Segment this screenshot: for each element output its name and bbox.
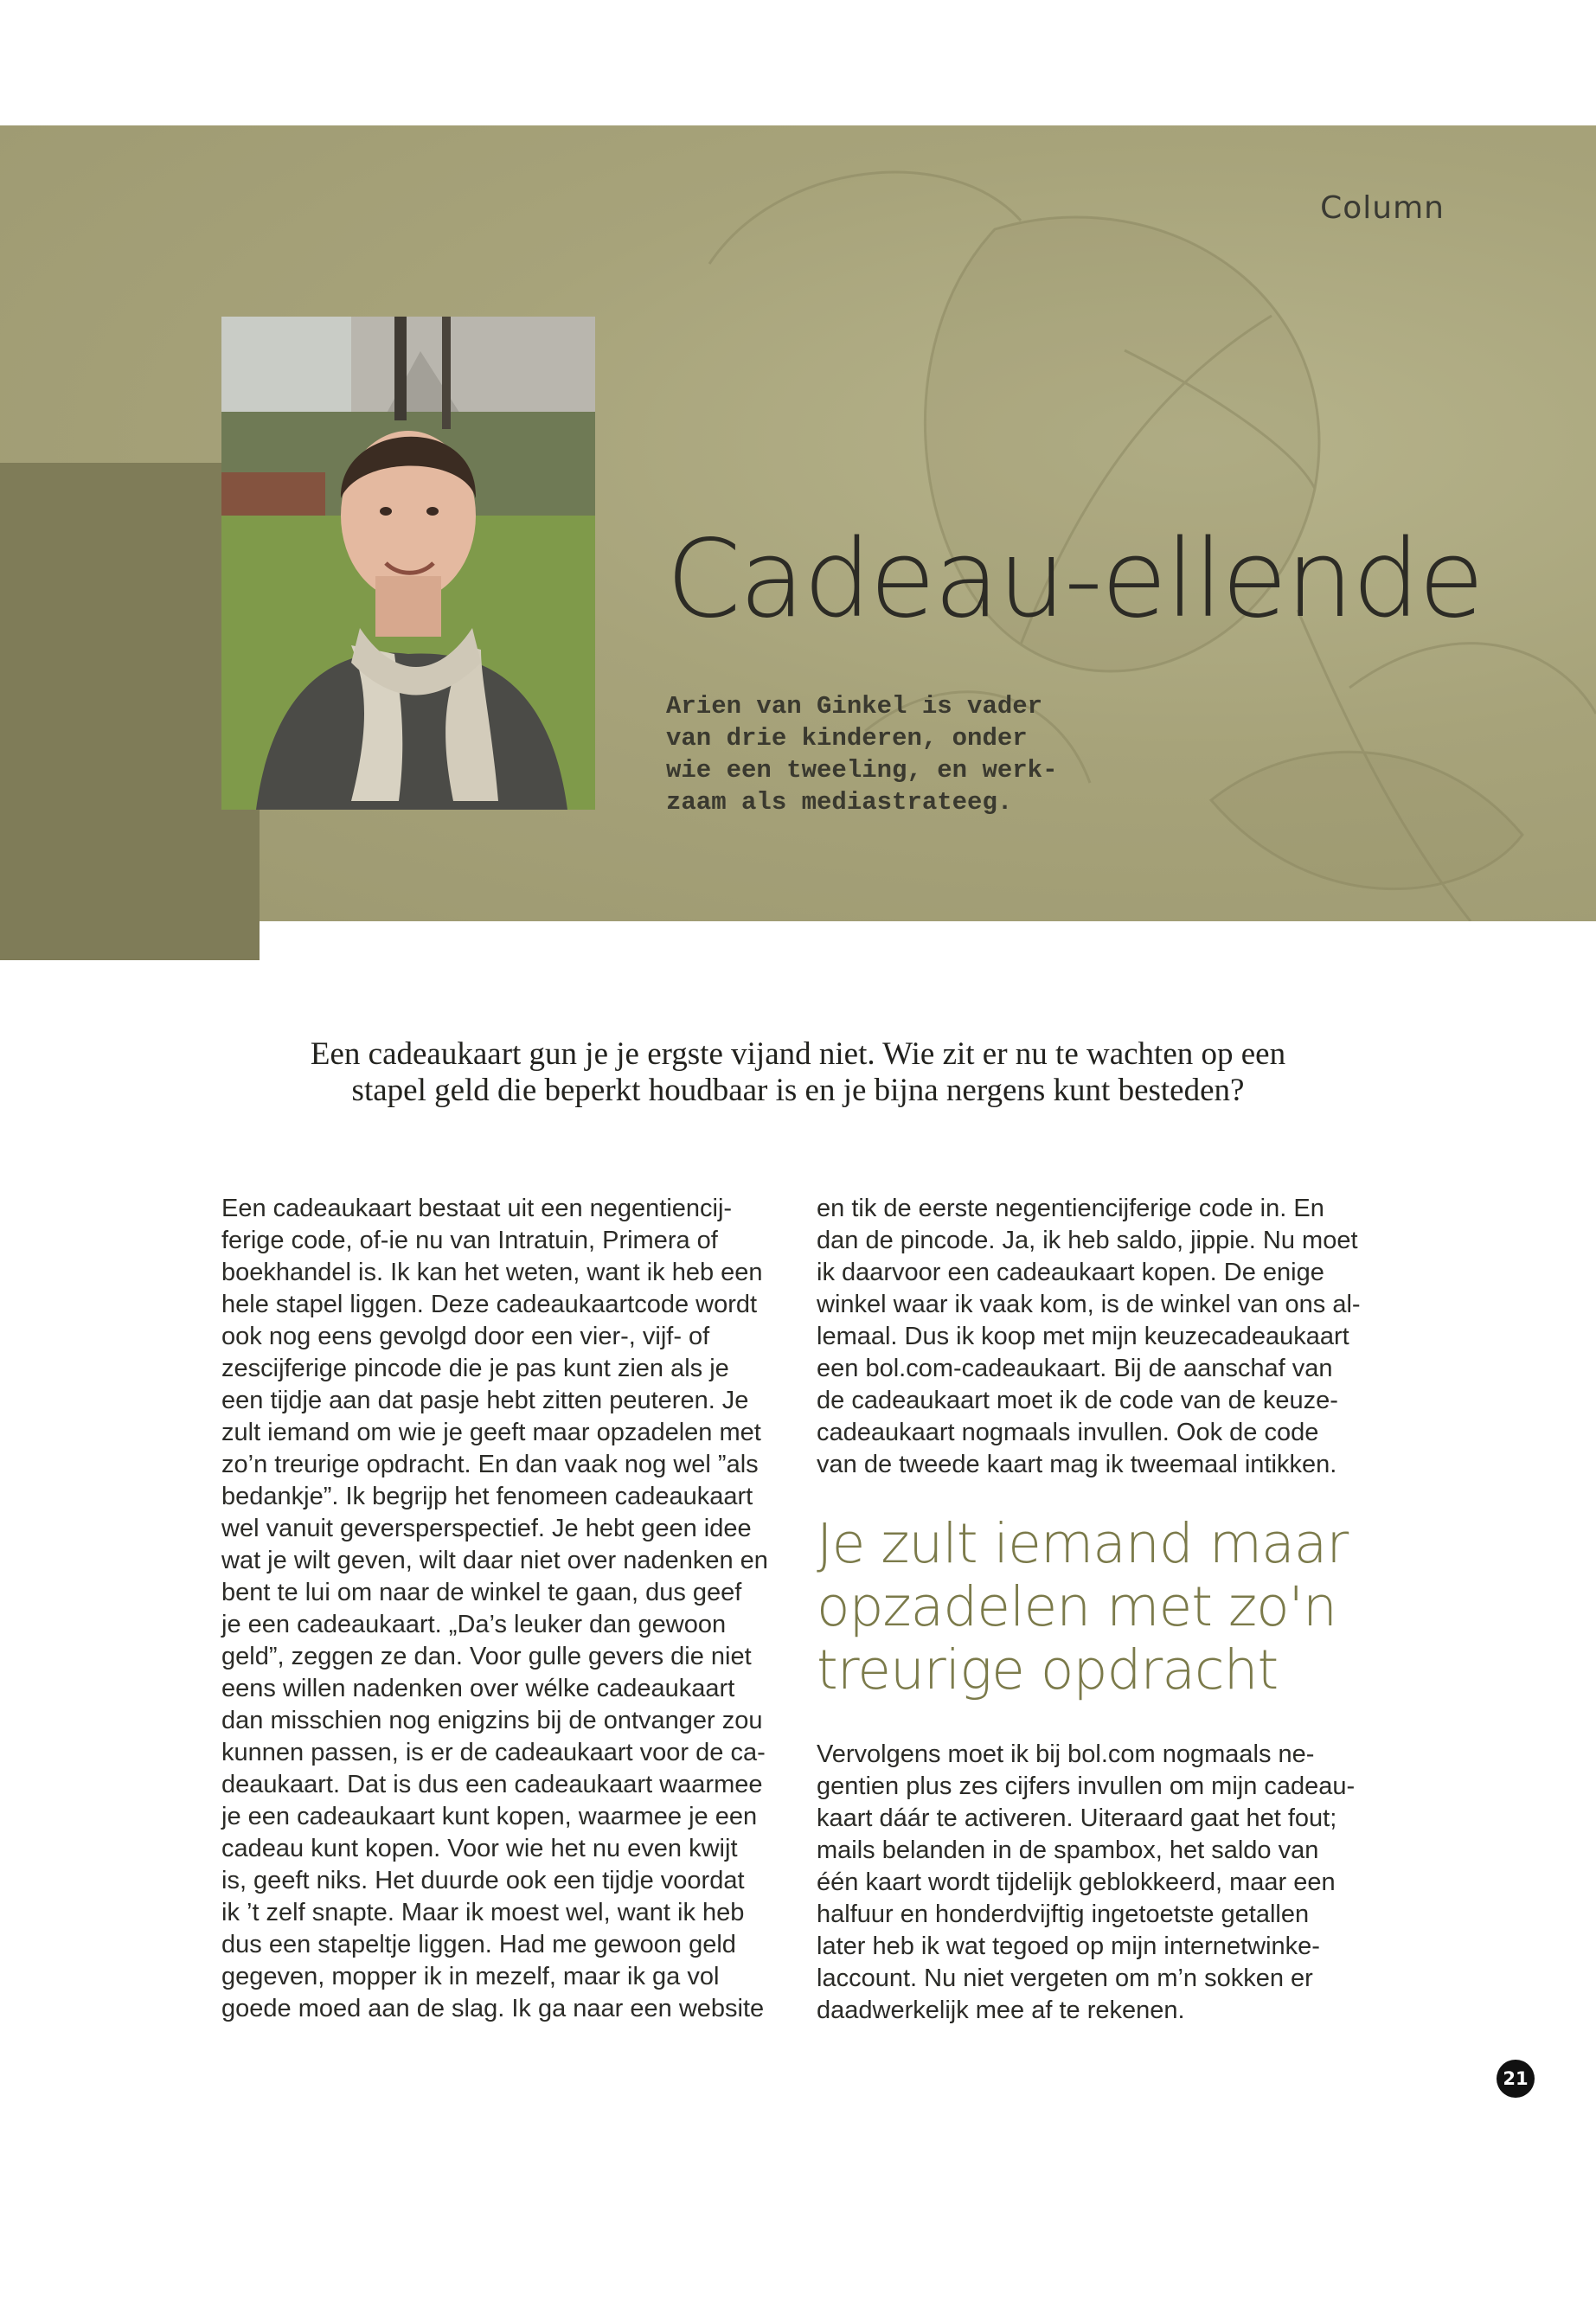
body-line: later heb ik wat tegoed op mijn internetwinke- (817, 1932, 1320, 1960)
body-line: laccount. Nu niet vergeten om m’n sokken er (817, 1965, 1313, 1992)
byline-line: zaam als mediastrateeg. (666, 788, 1013, 817)
pull-quote-line: treurige opdracht (817, 1638, 1279, 1702)
body-line: hele stapel liggen. Deze cadeaukaartcode wordt (221, 1291, 758, 1318)
accent-block (0, 463, 260, 960)
body-column-left (221, 1193, 792, 2025)
body-line: cadeaukaart nogmaals invullen. Ook de code (817, 1419, 1319, 1446)
lead-line: Een cadeaukaart gun je je ergste vijand niet. Wie zit er nu te wachten op een (310, 1036, 1286, 1072)
body-line: je een cadeaukaart kunt kopen, waarmee je een (221, 1803, 758, 1830)
body-line: en tik de eerste negentiencijferige code in. En (817, 1195, 1324, 1222)
body-line: zescijferige pincode die je pas kunt zien als je (221, 1355, 729, 1382)
body-line: bent te lui om naar de winkel te gaan, dus geef (221, 1579, 742, 1606)
body-line: zo’n treurige opdracht. En dan vaak nog wel ”als (221, 1451, 759, 1478)
body-line: mails belanden in de spambox, het saldo van (817, 1836, 1319, 1864)
body-line: is, geeft niks. Het duurde ook een tijdje voordat (221, 1867, 745, 1894)
body-line: eens willen nadenken over wélke cadeaukaart (221, 1675, 735, 1702)
author-photo-illustration (221, 317, 595, 810)
article-title: Cadeau-ellende (666, 517, 1483, 642)
page-number: 21 (1497, 2060, 1535, 2098)
lead-paragraph (173, 1036, 1423, 1109)
body-line: een tijdje aan dat pasje hebt zitten peuteren. Je (221, 1387, 749, 1414)
body-line: boekhandel is. Ik kan het weten, want ik heb een (221, 1259, 763, 1286)
body-line: zult iemand om wie je geeft maar opzadelen met (221, 1419, 761, 1446)
author-byline (666, 690, 1151, 818)
body-line: deaukaart. Dat is dus een cadeaukaart waarmee (221, 1771, 763, 1798)
body-line: van de tweede kaart mag ik tweemaal intikken. (817, 1451, 1337, 1478)
body-line: ferige code, of-ie nu van Intratuin, Primera of (221, 1227, 718, 1254)
body-line: halfuur en honderdvijftig ingetoetste getallen (817, 1900, 1310, 1928)
byline-line: van drie kinderen, onder (666, 724, 1028, 753)
body-line: ook nog eens gevolgd door een vier-, vijf- of (221, 1323, 710, 1350)
body-line: ik ’t zelf snapte. Maar ik moest wel, want ik heb (221, 1899, 745, 1926)
body-line: dus een stapeltje liggen. Had me gewoon geld (221, 1931, 736, 1958)
body-line: kaart dáár te activeren. Uiteraard gaat het fout; (817, 1804, 1337, 1832)
body-line: goede moed aan de slag. Ik ga naar een website (221, 1995, 765, 2022)
body-line: daadwerkelijk mee af te rekenen. (817, 1997, 1185, 2024)
body-line: geld”, zeggen ze dan. Voor gulle gevers die niet (221, 1643, 752, 1670)
body-line: één kaart wordt tijdelijk geblokkeerd, maar een (817, 1868, 1336, 1896)
lead-line: stapel geld die beperkt houdbaar is en je bijna nergens kunt besteden? (351, 1073, 1245, 1108)
body-line: je een cadeaukaart. „Da’s leuker dan gewoon (221, 1611, 727, 1638)
body-line: winkel waar ik vaak kom, is de winkel van ons al- (817, 1291, 1361, 1318)
pull-quote (817, 1512, 1379, 1702)
section-label: Column (1320, 190, 1445, 226)
body-column-right-top (817, 1193, 1379, 1481)
body-line: wel vanuit geversperspectief. Je hebt geen idee (221, 1515, 752, 1542)
pull-quote-line: opzadelen met zo'n (817, 1575, 1336, 1638)
body-line: de cadeaukaart moet ik de code van de keuze- (817, 1387, 1338, 1414)
body-line: dan de pincode. Ja, ik heb saldo, jippie. Nu moet (817, 1227, 1358, 1254)
body-line: kunnen passen, is er de cadeaukaart voor de ca- (221, 1739, 766, 1766)
body-line: gentien plus zes cijfers invullen om mijn cadeau- (817, 1772, 1356, 1800)
body-line: een bol.com-cadeaukaart. Bij de aanschaf van (817, 1355, 1333, 1382)
pull-quote-line: Je zult iemand maar (817, 1512, 1349, 1575)
body-line: Vervolgens moet ik bij bol.com nogmaals ne- (817, 1740, 1315, 1768)
body-line: gegeven, mopper ik in mezelf, maar ik ga vol (221, 1963, 720, 1990)
body-line: bedankje”. Ik begrijp het fenomeen cadeaukaart (221, 1483, 753, 1510)
body-line: cadeau kunt kopen. Voor wie het nu even kwijt (221, 1835, 738, 1862)
byline-line: wie een tweeling, en werk- (666, 756, 1058, 785)
body-line: wat je wilt geven, wilt daar niet over nadenken en (221, 1547, 768, 1574)
body-column-right-bottom (817, 1739, 1379, 2027)
body-line: ik daarvoor een cadeaukaart kopen. De enige (817, 1259, 1324, 1286)
byline-line: Arien van Ginkel is vader (666, 692, 1043, 721)
body-line: lemaal. Dus ik koop met mijn keuzecadeaukaart (817, 1323, 1349, 1350)
body-line: dan misschien nog enigzins bij de ontvanger zou (221, 1707, 763, 1734)
body-line: Een cadeaukaart bestaat uit een negentiencij- (221, 1195, 733, 1222)
author-portrait (221, 317, 595, 810)
